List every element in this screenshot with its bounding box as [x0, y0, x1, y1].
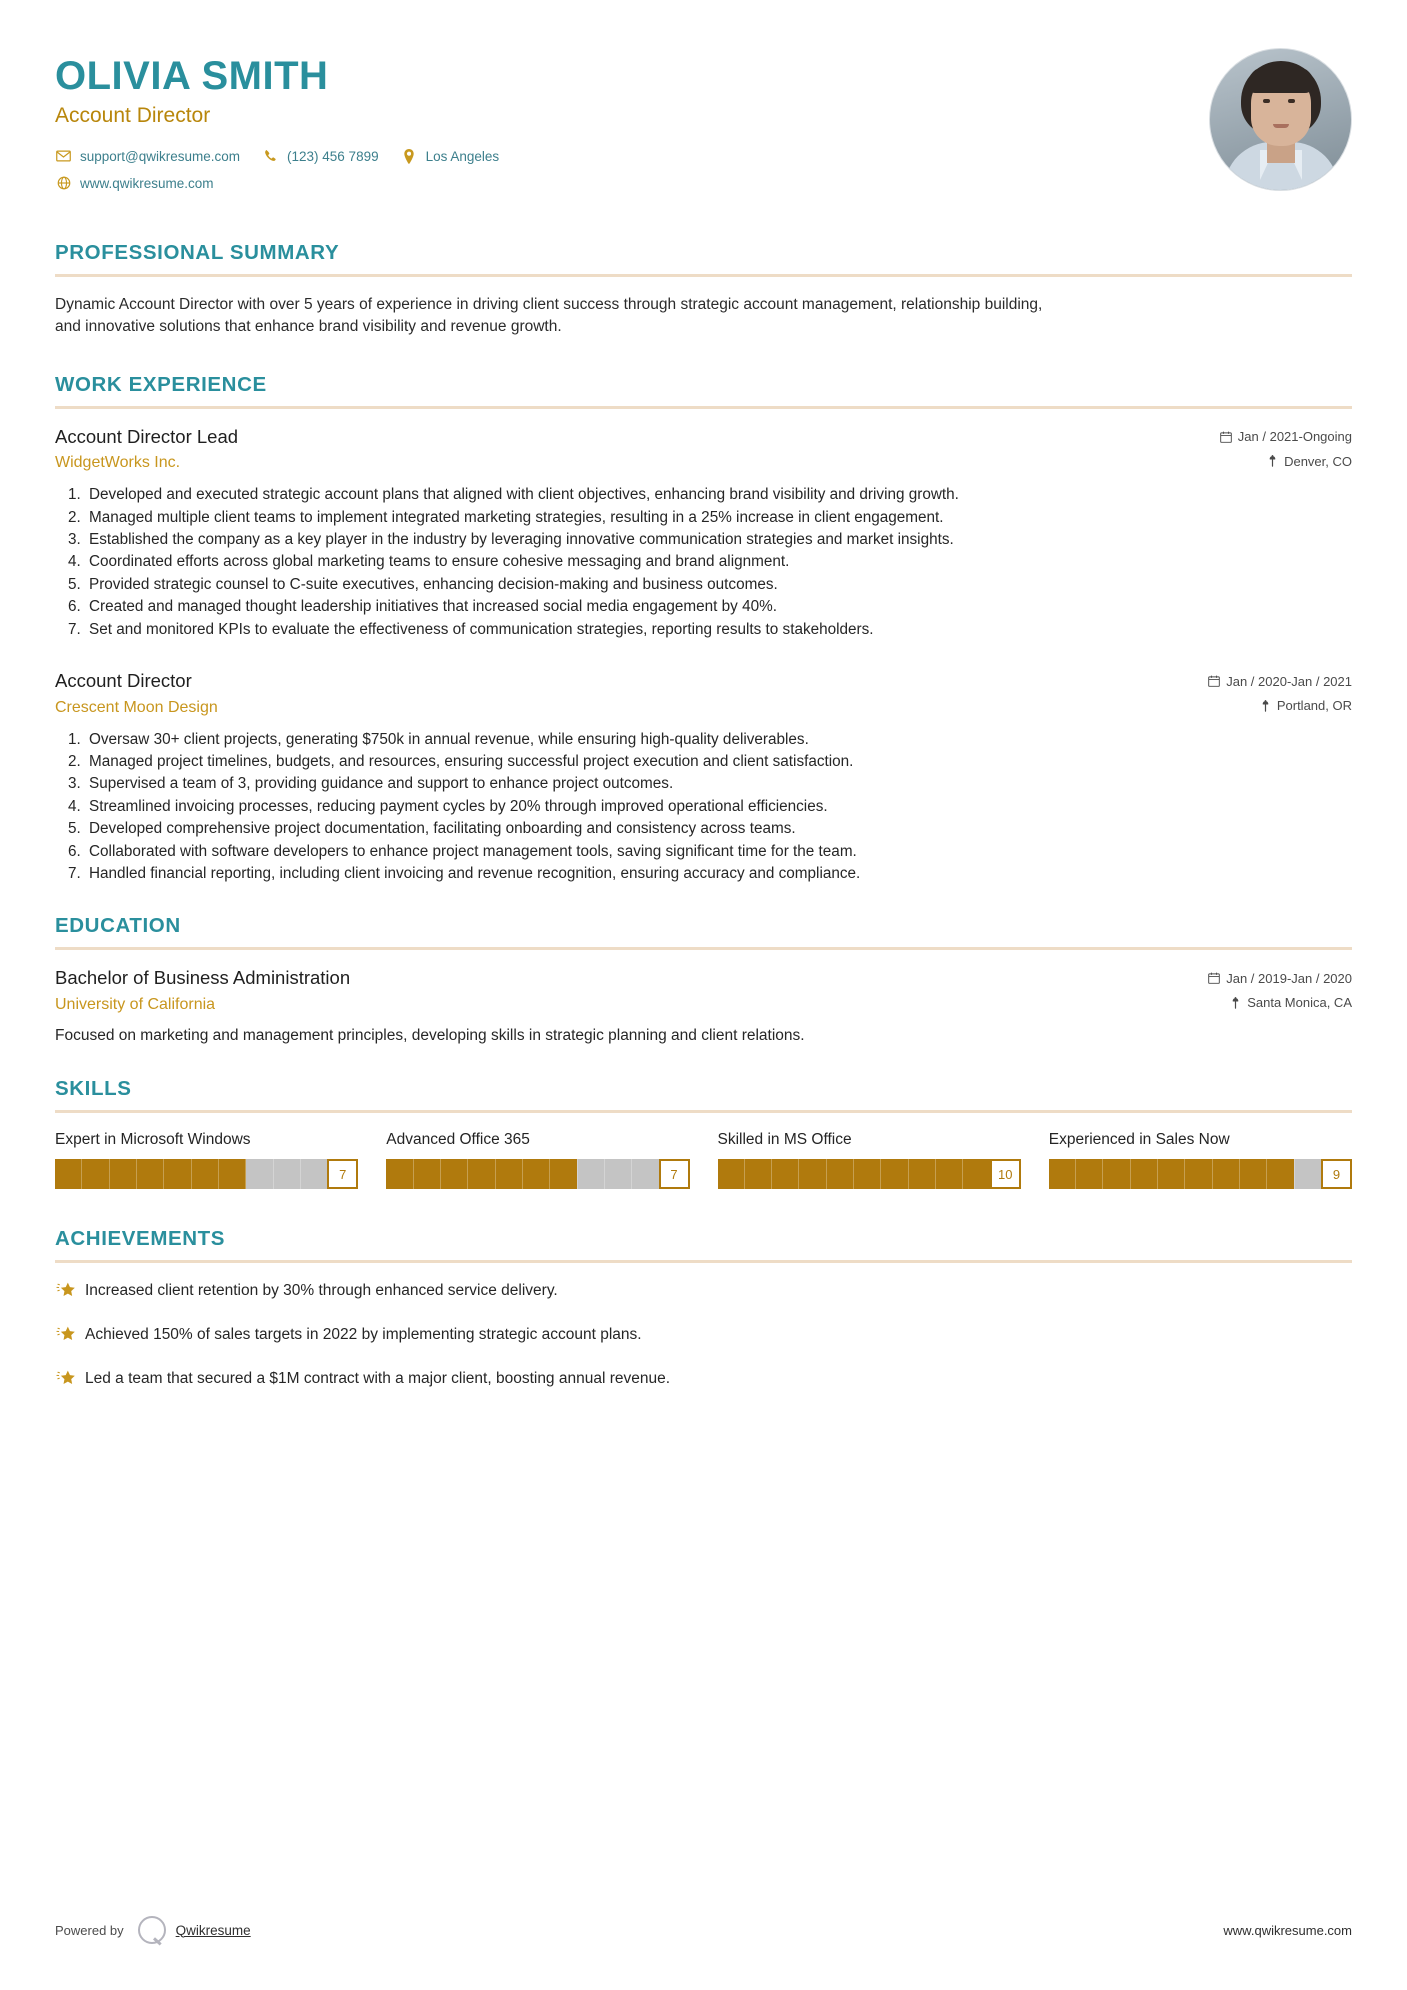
- education-date: [1208, 971, 1352, 986]
- list-item: 6. Created and managed thought leadership initiatives that increased social media engagement by 40%.: [85, 596, 1352, 617]
- skill-tick: [246, 1159, 273, 1189]
- section-divider: [55, 274, 1352, 277]
- section-divider: [55, 1260, 1352, 1263]
- section-work-experience: [55, 373, 1352, 885]
- skill-track: [386, 1159, 658, 1189]
- list-item: 3. Established the company as a key player in the industry by leveraging innovative communication strategies and market insights.: [85, 529, 1352, 550]
- list-item: 1. Developed and executed strategic account plans that aligned with client objectives, enhancing brand visibility and driving growth.: [85, 484, 1352, 505]
- globe-icon: [55, 176, 72, 191]
- skill-item: [386, 1130, 689, 1189]
- page-footer: [55, 1916, 1352, 1944]
- achievement-text: Increased client retention by 30% through enhanced service delivery.: [85, 1282, 558, 1300]
- header-job-title: Account Director: [55, 103, 211, 127]
- list-item: 4. Coordinated efforts across global marketing teams to ensure cohesive messaging and brand alignment.: [85, 551, 1352, 572]
- achievement-text: Achieved 150% of sales targets in 2022 by implementing strategic account plans.: [85, 1326, 642, 1344]
- footer-brand-link[interactable]: Qwikresume: [175, 1922, 251, 1938]
- contact-location-text: Los Angeles: [425, 148, 500, 164]
- contact-website[interactable]: [55, 176, 214, 191]
- list-item: 1. Oversaw 30+ client projects, generating $750k in annual revenue, while ensuring high-quality deliverables.: [85, 729, 1352, 750]
- work-entry-role: Account Director Lead: [55, 425, 239, 447]
- avatar: [1209, 48, 1352, 191]
- calendar-icon: [1208, 675, 1220, 687]
- skill-value: 10: [990, 1159, 1021, 1189]
- phone-icon: [262, 149, 279, 164]
- skill-label: Advanced Office 365: [386, 1131, 530, 1149]
- work-entry-date-text: Jan / 2020-Jan / 2021: [1226, 673, 1352, 689]
- list-item: 3. Supervised a team of 3, providing guidance and support to enhance project outcomes.: [85, 773, 1352, 794]
- header-identity-block: [55, 48, 521, 203]
- footer-website[interactable]: www.qwikresume.com: [1223, 1922, 1352, 1938]
- achievement-text: Led a team that secured a $1M contract with a major client, boosting annual revenue.: [85, 1370, 671, 1388]
- education-location-text: Santa Monica, CA: [1247, 995, 1352, 1011]
- section-divider: [55, 406, 1352, 409]
- work-entry-location-text: Denver, CO: [1284, 453, 1352, 469]
- work-entry-subheader: [55, 698, 1352, 717]
- location-icon: [401, 149, 418, 164]
- contact-phone[interactable]: [262, 149, 379, 164]
- work-entry-header: [55, 670, 1352, 692]
- section-education: [55, 914, 1352, 1047]
- skill-fill: [718, 1159, 990, 1189]
- contact-location: [401, 149, 500, 164]
- avatar-mouth: [1273, 124, 1289, 128]
- work-entry-date-text: Jan / 2021-Ongoing: [1237, 429, 1352, 445]
- work-entry-date: [1220, 429, 1352, 444]
- skill-label: Skilled in MS Office: [717, 1131, 852, 1149]
- section-divider: [55, 947, 1352, 950]
- section-skills: [55, 1077, 1352, 1189]
- star-icon: [55, 1368, 85, 1390]
- skill-tick: [274, 1159, 301, 1189]
- skill-item: [55, 1130, 358, 1189]
- work-entry-role: Account Director: [55, 670, 192, 692]
- avatar-eye-right: [1288, 99, 1295, 103]
- skill-bar: [386, 1159, 689, 1189]
- pin-icon: [1260, 700, 1271, 712]
- section-divider: [55, 1110, 1352, 1113]
- work-entry: [55, 670, 1352, 884]
- skill-bar: [55, 1159, 358, 1189]
- skill-value: 9: [1321, 1159, 1352, 1189]
- skill-tick: [578, 1159, 605, 1189]
- contact-email[interactable]: [55, 149, 240, 164]
- skill-value: 7: [327, 1159, 358, 1189]
- list-item: 4. Streamlined invoicing processes, reducing payment cycles by 20% through improved operational efficiencies.: [85, 796, 1352, 817]
- work-entry-organization: WidgetWorks Inc.: [55, 454, 181, 472]
- contact-website-text: www.qwikresume.com: [80, 175, 214, 191]
- achievements-list: [55, 1280, 1352, 1390]
- education-date-text: Jan / 2019-Jan / 2020: [1226, 970, 1352, 986]
- skill-track: [718, 1159, 990, 1189]
- footer-powered-by: [55, 1916, 251, 1944]
- section-title-summary: PROFESSIONAL SUMMARY: [55, 240, 340, 264]
- list-item: 2. Managed multiple client teams to implement integrated marketing strategies, resulting in a 25% increase in client engagement.: [85, 507, 1352, 528]
- list-item: 6. Collaborated with software developers to enhance project management tools, saving significant time for the team.: [85, 841, 1352, 862]
- education-degree: Bachelor of Business Administration: [55, 967, 351, 989]
- qwikresume-logo-icon: [138, 1916, 166, 1944]
- skill-tick: [301, 1159, 327, 1189]
- list-item: [55, 1280, 1352, 1302]
- education-entry-subheader: [55, 995, 1352, 1014]
- contact-details: [55, 149, 521, 191]
- star-icon: [55, 1324, 85, 1346]
- summary-text: Dynamic Account Director with over 5 years of experience in driving client success through strategic account management, relationship building, and innovative solutions that enhance brand visibility and revenue growth.: [55, 295, 1043, 336]
- education-location: [1230, 995, 1352, 1010]
- education-entry: [55, 967, 1352, 1047]
- pin-icon: [1267, 455, 1278, 467]
- skill-fill: [1049, 1159, 1294, 1189]
- work-entry-organization: Crescent Moon Design: [55, 698, 218, 716]
- skill-value: 7: [659, 1159, 690, 1189]
- section-title-work: WORK EXPERIENCE: [55, 372, 267, 396]
- work-entry-location: [1267, 454, 1352, 469]
- avatar-fringe: [1248, 67, 1314, 93]
- list-item: [55, 1368, 1352, 1390]
- skill-item: [718, 1130, 1021, 1189]
- work-entry-bullets: [55, 729, 1352, 885]
- email-icon: [55, 149, 72, 164]
- section-title-education: EDUCATION: [55, 914, 181, 938]
- list-item: 7. Set and monitored KPIs to evaluate the effectiveness of communication strategies, reporting results to stakeholders.: [85, 619, 1352, 640]
- calendar-icon: [1208, 972, 1220, 984]
- list-item: 5. Developed comprehensive project documentation, facilitating onboarding and consistency across teams.: [85, 818, 1352, 839]
- contact-email-text: support@qwikresume.com: [80, 148, 241, 164]
- education-entry-header: [55, 967, 1352, 989]
- contact-row-primary: [55, 149, 521, 164]
- avatar-eye-left: [1263, 99, 1270, 103]
- contact-phone-text: (123) 456 7899: [287, 148, 379, 164]
- section-title-achievements: ACHIEVEMENTS: [55, 1227, 226, 1251]
- skill-track: [1049, 1159, 1321, 1189]
- star-icon: [55, 1280, 85, 1302]
- list-item: [55, 1324, 1352, 1346]
- list-item: 5. Provided strategic counsel to C-suite executives, enhancing decision-making and business outcomes.: [85, 574, 1352, 595]
- list-item: 7. Handled financial reporting, including client invoicing and revenue recognition, ensuring accuracy and compliance.: [85, 863, 1352, 884]
- skill-fill: [55, 1159, 246, 1189]
- skill-track: [55, 1159, 327, 1189]
- work-entry-subheader: [55, 454, 1352, 473]
- work-entry-header: [55, 426, 1352, 448]
- work-entry: [55, 426, 1352, 640]
- contact-row-secondary: [55, 176, 521, 191]
- work-entry-bullets: [55, 484, 1352, 640]
- work-entry-location-text: Portland, OR: [1276, 698, 1352, 714]
- education-institution: University of California: [55, 995, 216, 1013]
- work-entry-location: [1260, 698, 1352, 713]
- skill-tick: [1295, 1159, 1321, 1189]
- skill-label: Expert in Microsoft Windows: [55, 1131, 251, 1149]
- skill-tick: [632, 1159, 658, 1189]
- skill-item: [1049, 1130, 1352, 1189]
- resume-header: [55, 48, 1352, 203]
- skill-tick: [605, 1159, 632, 1189]
- section-achievements: [55, 1227, 1352, 1390]
- calendar-icon: [1220, 431, 1232, 443]
- skills-grid: [55, 1130, 1352, 1189]
- work-entry-date: [1208, 674, 1352, 689]
- skill-bar: [718, 1159, 1021, 1189]
- skill-label: Experienced in Sales Now: [1048, 1131, 1230, 1149]
- footer-powered-by-label: Powered by: [55, 1922, 124, 1938]
- section-professional-summary: [55, 241, 1352, 339]
- skill-bar: [1049, 1159, 1352, 1189]
- list-item: 2. Managed project timelines, budgets, and resources, ensuring successful project execution and client satisfaction.: [85, 751, 1352, 772]
- page-title: OLIVIA SMITH: [55, 54, 329, 98]
- section-title-skills: SKILLS: [55, 1077, 132, 1101]
- education-description: Focused on marketing and management principles, developing skills in strategic planning and client relations.: [55, 1026, 805, 1044]
- pin-icon: [1230, 997, 1241, 1009]
- skill-fill: [386, 1159, 577, 1189]
